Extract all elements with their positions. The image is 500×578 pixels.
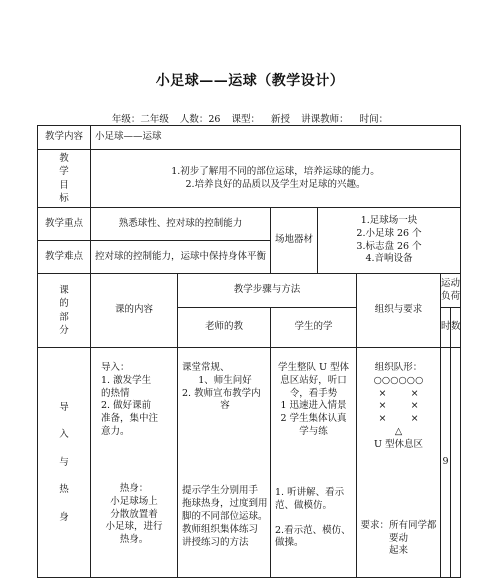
section-count: [451, 348, 461, 578]
warmup-org-line: 起来: [388, 545, 408, 557]
formation-row: × ×: [378, 413, 419, 425]
intro-student-line: 学与练: [299, 426, 328, 438]
intro-content-line: 2. 做好课前: [101, 400, 152, 412]
section-char: 入: [59, 429, 69, 441]
warmup-teacher-line: 提示学生分别用手: [182, 485, 259, 497]
intro-student-line: 息区站好，听口: [280, 374, 347, 386]
meta-time-label: 时间：: [359, 114, 389, 125]
warmup-student-line: 2.看示范、模仿、: [275, 524, 351, 536]
section-char: 与: [59, 456, 69, 468]
intro-student-line: 学生整队 U 型体: [277, 362, 350, 373]
warmup-content-line: 分散放置着: [110, 508, 158, 520]
equipment-item: 1.足球场一块: [360, 214, 418, 226]
goal-label-char: 目: [59, 179, 69, 191]
warmup-student: [271, 439, 356, 550]
intro-teacher-line: 1、师生问好: [198, 374, 252, 386]
document-title: 小足球——运球（教学设计）: [155, 73, 345, 89]
section-student: [271, 348, 357, 578]
key-value: 熟悉球性、控对球的控制能力: [91, 208, 271, 241]
section-char: 热: [59, 484, 69, 496]
intro-content-line: 准备，集中注: [101, 413, 159, 425]
section-teacher: [178, 348, 271, 578]
intro-teacher-line: 容: [220, 400, 230, 412]
key-label: 教学重点: [38, 208, 91, 241]
formation-row: × ×: [378, 400, 419, 412]
formation-row: ○○○○○○: [373, 374, 424, 386]
warmup-content-line: 小足球场上: [110, 495, 158, 507]
warmup-student-line: 范、做模仿。: [275, 499, 333, 511]
part-header-char: 课: [59, 284, 69, 296]
intro-org: [357, 348, 440, 452]
warmup-teacher-line: 教师组织集体练习: [182, 523, 259, 535]
section-char: 身: [59, 511, 69, 523]
equipment-list: [318, 208, 461, 274]
warmup-student-line: [275, 513, 354, 525]
goal-line: 2.培养良好的品质以及学生对足球的兴趣。: [185, 178, 366, 190]
intro-teacher-line: 2. 教师宣布教学内: [182, 387, 261, 399]
intro-student-line: 1 迅速进入情景: [280, 400, 347, 412]
goal-label-char: 学: [59, 166, 69, 178]
goal-line: 1.初步了解用不同的部位运球，培养运球的能力。: [171, 165, 380, 177]
goals: [91, 150, 461, 208]
part-header: [38, 274, 91, 348]
intro-student-line: 2 学生集体认真: [280, 413, 347, 425]
goal-label: [38, 150, 91, 208]
meta-type-label: 课型：: [231, 114, 261, 125]
warmup-teacher: [178, 413, 270, 549]
part-header-char: 的: [59, 298, 69, 310]
intro-content-line: 的热情: [101, 387, 130, 399]
lesson-meta: [0, 111, 500, 125]
section-org: [357, 348, 441, 578]
intro-student: [271, 348, 356, 439]
meta-type-value: 新授: [271, 114, 291, 125]
equipment-item: 2.小足球 26 个: [356, 227, 422, 239]
student-header: 学生的学: [271, 308, 357, 348]
difficulty-label: 教学难点: [38, 241, 91, 274]
meta-teacher-label: 讲课教师：: [301, 114, 349, 125]
load-header: 运动负荷: [441, 274, 461, 308]
section-time: 9: [441, 348, 451, 578]
warmup-teacher-line: 脚的不同部位运球。: [182, 510, 268, 522]
site-label: 场地器材: [271, 208, 318, 274]
warmup-content-line: 热身：: [119, 482, 149, 494]
teacher-marker: △: [394, 426, 403, 438]
part-header-char: 分: [59, 324, 69, 336]
warmup-content: [91, 483, 177, 547]
lesson-plan-table: [37, 125, 460, 578]
intro-content-line: 导入：: [101, 362, 130, 373]
intro-content: [91, 348, 177, 441]
equipment-item: 3.标志盘 26 个: [356, 240, 422, 252]
part-header-char: 部: [59, 311, 69, 323]
difficulty-value: 控对球的控制能力，运球中保持身体平衡: [91, 241, 271, 274]
intro-content-line: 意力。: [101, 426, 130, 438]
intro-teacher-line: 课堂常规、: [182, 362, 230, 373]
meta-count: 人数：26: [179, 114, 221, 125]
warmup-teacher-line: 讲授练习的方法: [182, 536, 249, 548]
formation-row: × ×: [378, 387, 419, 399]
meta-grade: 年级：二年级: [111, 114, 169, 125]
time-header: 时: [441, 308, 451, 348]
warmup-student-line: 1. 听讲解、看示: [275, 486, 345, 498]
rest-area-label: U 型休息区: [373, 438, 424, 450]
content-header: 课的内容: [91, 274, 178, 348]
warmup-content-line: 热身。: [119, 534, 149, 546]
intro-teacher: [178, 348, 270, 413]
goal-label-char: 标: [59, 192, 69, 204]
org-header: 组织与要求: [357, 274, 441, 348]
count-header: 数: [451, 308, 461, 348]
intro-student-line: 令，看手势: [289, 387, 338, 399]
steps-header: 教学步骤与方法: [178, 274, 357, 308]
warmup-teacher-line: 拖球热身，过度到用: [182, 498, 268, 510]
warmup-student-line: 做操。: [275, 537, 304, 549]
section-content: [91, 348, 178, 578]
section-label: [38, 348, 91, 578]
warmup-org-line: 要求：所有同学都要动: [360, 519, 437, 544]
intro-content-line: 1. 激发学生: [101, 374, 152, 386]
content-label: 教学内容: [38, 126, 91, 150]
warmup-org: [357, 452, 440, 558]
content-value: 小足球——运球: [91, 126, 461, 150]
section-char: 导: [59, 401, 69, 413]
equipment-item: 4.音响设备: [365, 253, 413, 265]
intro-org-line: 组织队形：: [374, 362, 423, 373]
warmup-content-line: 小足球，进行: [105, 521, 163, 533]
goal-label-char: 教: [59, 152, 69, 164]
teacher-header: 老师的教: [178, 308, 271, 348]
